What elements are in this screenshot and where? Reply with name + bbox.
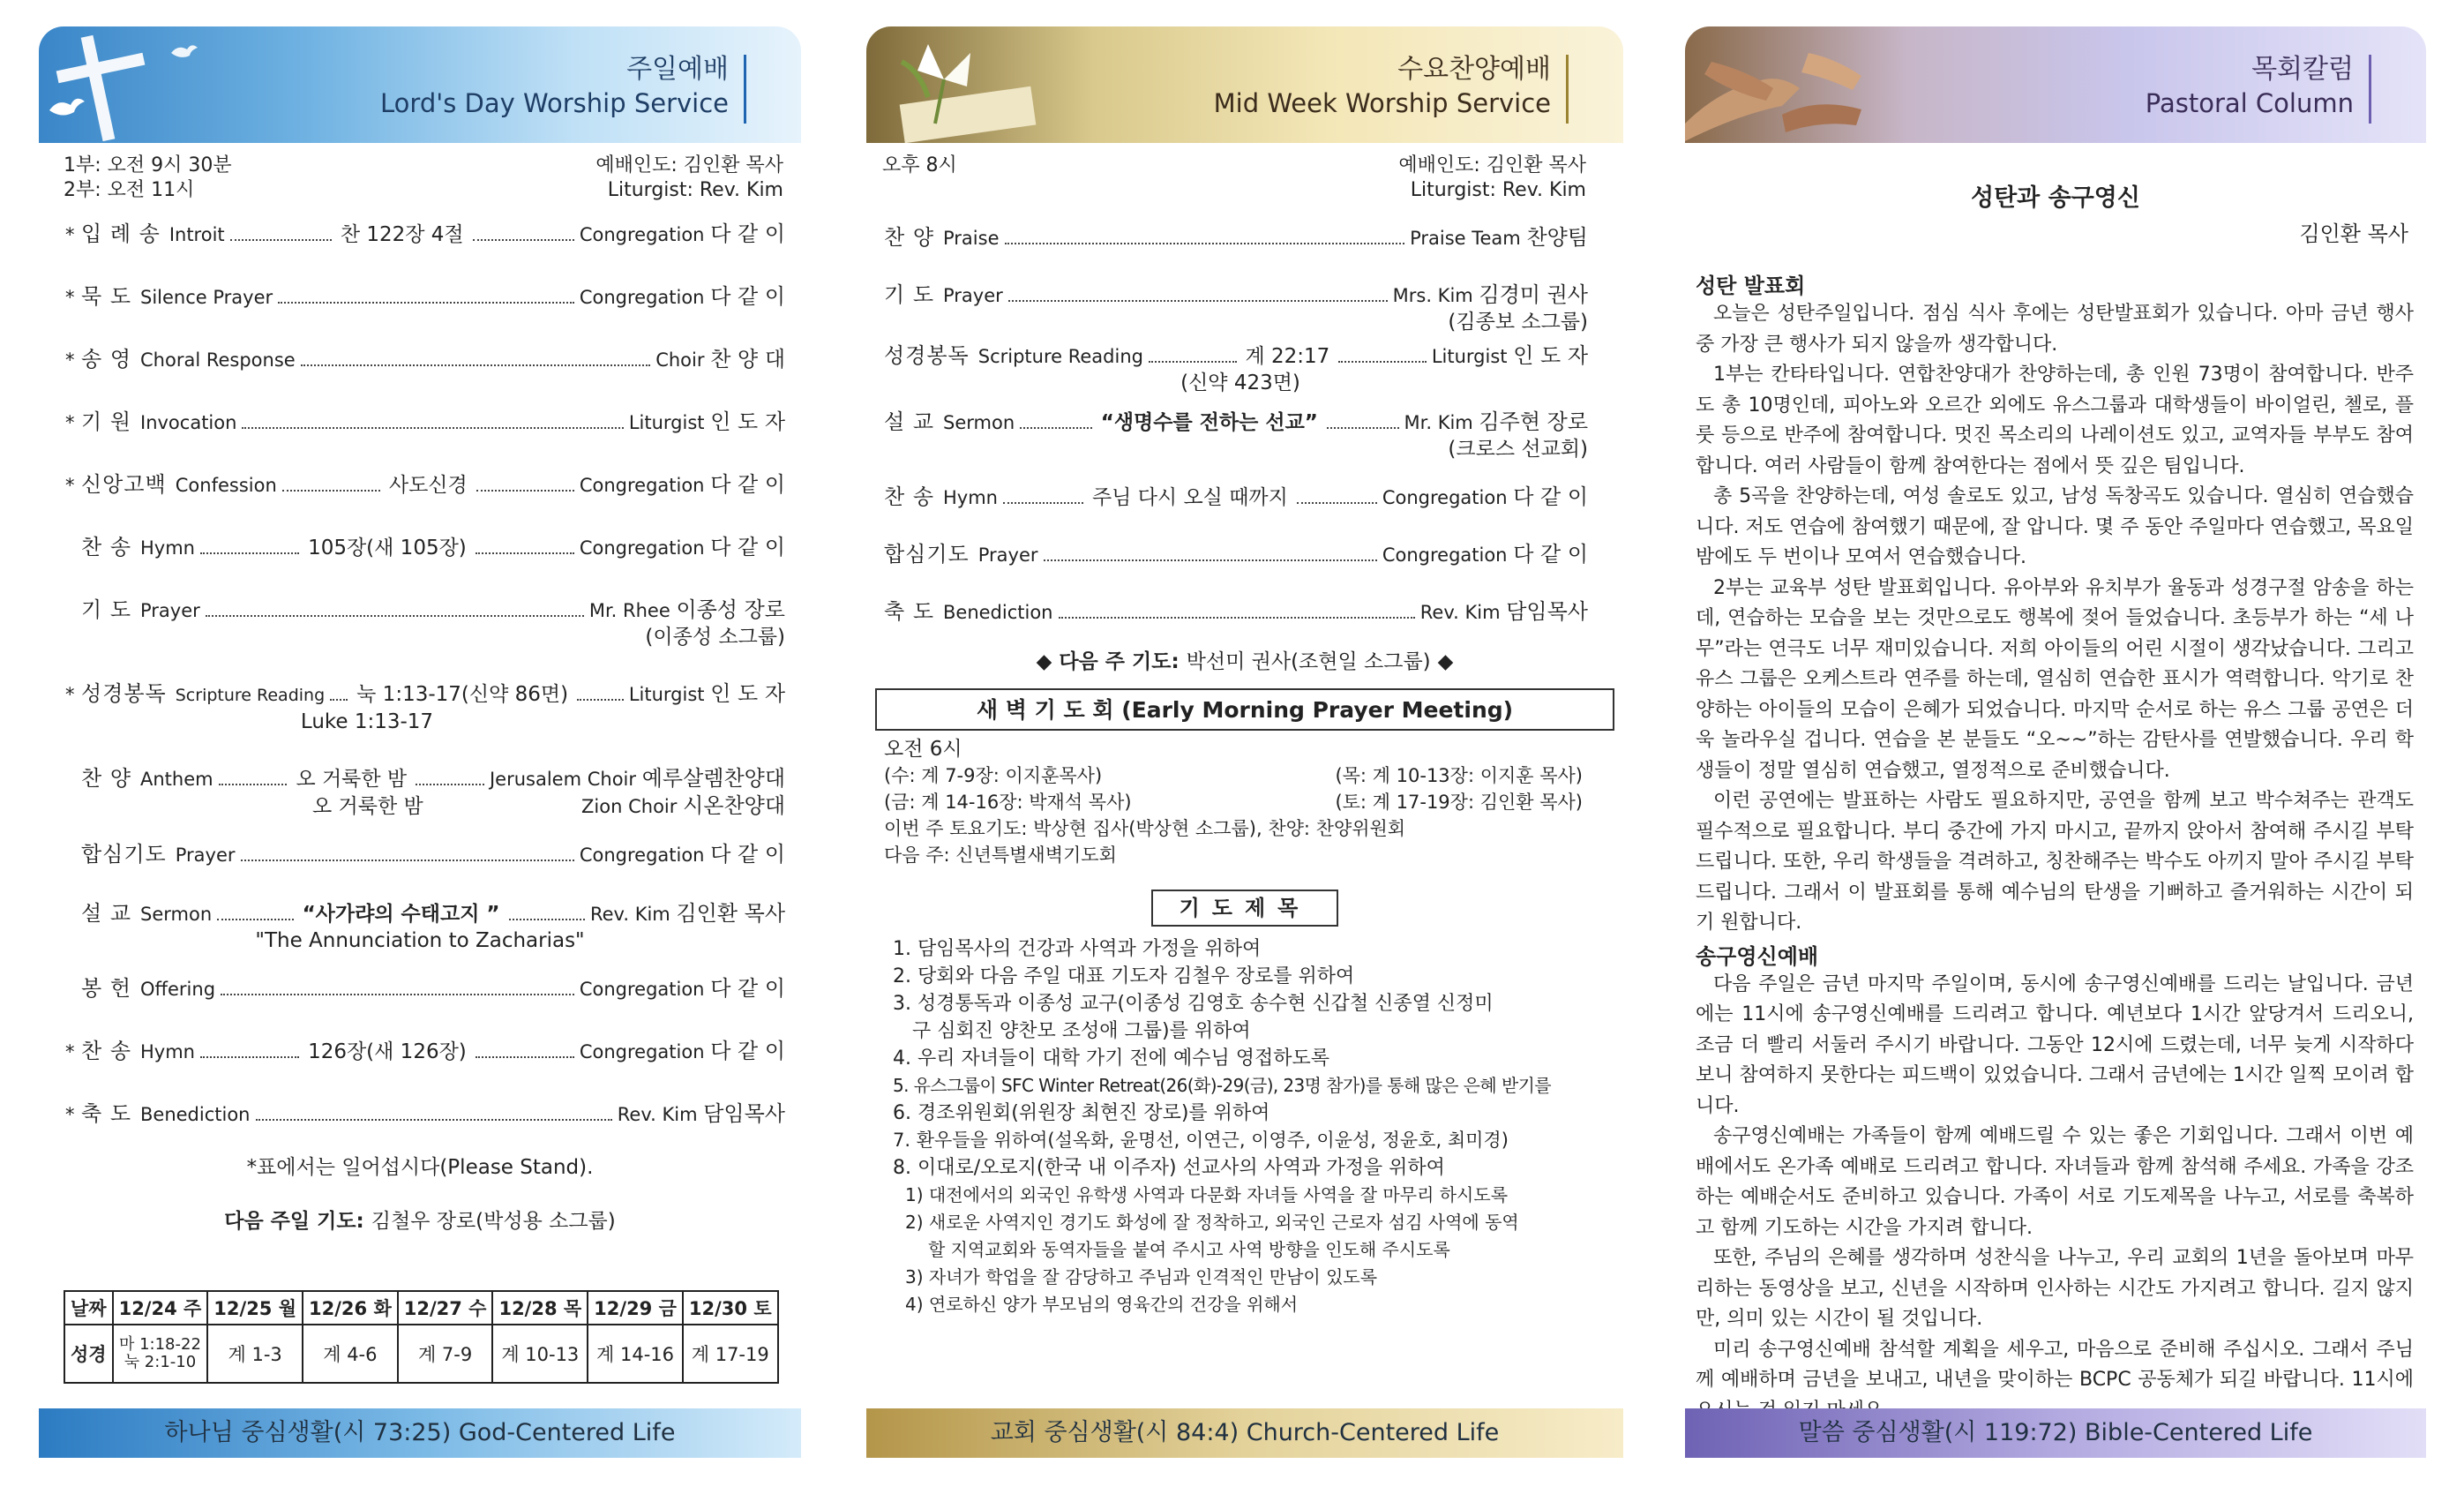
list-item: 할 지역교회와 동역자들을 붙여 주시고 사역 방향을 인도해 주시도록 bbox=[928, 1239, 1450, 1260]
header-title-en: Lord's Day Worship Service bbox=[380, 88, 729, 118]
table-cell: 계 1-3 bbox=[207, 1325, 303, 1383]
sermon-en-title: "The Annunciation to Zacharias" bbox=[255, 929, 585, 952]
header-accent-bar bbox=[2369, 55, 2371, 124]
order-item: * 기 원 Invocation Liturgist 인 도 자 bbox=[65, 409, 785, 434]
paragraph: 오늘은 성탄주일입니다. 점심 식사 후에는 성탄발표회가 있습니다. 아마 금년 행사 중 가장 큰 행사가 되지 않을까 생각합니다. bbox=[1696, 303, 2414, 356]
order-item: 설 교 Sermon “생명수를 전하는 선교” Mr. Kim 김주현 장로 bbox=[884, 409, 1589, 434]
prayer-group: (김종보 소그룹) bbox=[1448, 311, 1588, 334]
midweek-panel bbox=[866, 26, 1623, 1458]
next-week-prayer: 다음 주일 기도: 김철우 장로(박성용 소그룹) bbox=[224, 1210, 616, 1233]
service-time-2: 2부: 오전 11시 bbox=[64, 179, 195, 201]
order-item: 찬 양 Anthem 오 거룩한 밤 Jerusalem Choir 예루살렘찬양대 bbox=[81, 766, 786, 791]
scripture-page: (신약 423면) bbox=[1180, 372, 1300, 394]
table-header-cell: 성경 bbox=[64, 1325, 113, 1383]
anthem-second: 오 거룩한 밤 Zion Choir 시온찬양대 bbox=[312, 793, 785, 818]
scripture-en: Luke 1:13-17 bbox=[300, 710, 434, 733]
prayer-topics-list bbox=[872, 935, 1618, 1318]
column-title: 성탄과 송구영신 bbox=[1971, 184, 2140, 212]
section-heading: 성탄 발표회 bbox=[1696, 274, 1806, 298]
order-item: 합심기도 Prayer Congregation 다 같 이 bbox=[884, 542, 1588, 567]
table-cell: 계 4-6 bbox=[303, 1325, 398, 1383]
liturgist: Liturgist: Rev. Kim bbox=[607, 179, 783, 201]
sermon-group: (크로스 선교회) bbox=[1448, 438, 1588, 461]
order-item: 기 도 Prayer Mr. Rhee 이종성 장로 bbox=[81, 597, 785, 622]
table-header-cell: 12/29 금 bbox=[588, 1291, 683, 1325]
cross-dove-icon bbox=[39, 26, 268, 143]
order-item: * 묵 도 Silence Prayer Congregation 다 같 이 bbox=[65, 284, 785, 309]
liturgist: Liturgist: Rev. Kim bbox=[1410, 179, 1586, 201]
morning-day: (토: 계 17-19장: 김인환 목사) bbox=[1335, 792, 1583, 813]
paragraph: 다음 주일은 금년 마지막 주일이며, 동시에 송구영신예배를 드리는 날입니다. 금년에는 11시에 송구영신예배를 드리려고 합니다. 예년보다 1시간 앞당겨서 드리오니, 조금 더 빨리 서둘러 주시기 바랍니다. 그동안 12시에 드렸는데, 너무 늦게 시작하다보니 참여하지 못한다는 피드백이 있었습니다. 그래서 금년에는 1시간 일찍 모이려 합니다. bbox=[1696, 972, 2414, 1117]
worship-leader: 예배인도: 김인환 목사 bbox=[1398, 154, 1586, 176]
service-info bbox=[872, 154, 1618, 215]
table-cell: 계 7-9 bbox=[398, 1325, 493, 1383]
order-item: * 입 례 송 Introit 찬 122장 4절 Congregation 다 같 이 bbox=[65, 221, 785, 246]
table-header-cell: 12/26 화 bbox=[303, 1291, 398, 1325]
paragraph: 또한, 주님의 은혜를 생각하며 성찬식을 나누고, 우리 교회의 1년을 돌아보며 마무리하는 동영상을 보고, 신년을 시작하며 인사하는 시간도 가지려고 합니다. 길지 않지만, 의미 있는 시간이 될 것입니다. bbox=[1696, 1247, 2414, 1330]
table-cell: 마 1:18-22 눅 2:1-10 bbox=[113, 1325, 208, 1383]
service-time-1: 1부: 오전 9시 30분 bbox=[64, 154, 232, 176]
midweek-footer: 교회 중심생활(시 84:4) Church-Centered Life bbox=[866, 1408, 1623, 1458]
order-item: 합심기도 Prayer Congregation 다 같 이 bbox=[81, 842, 785, 867]
table-cell: 계 10-13 bbox=[492, 1325, 588, 1383]
table-header-cell: 날짜 bbox=[64, 1291, 113, 1325]
list-item: 3) 자녀가 학업을 잘 감당하고 주님과 인격적인 만남이 있도록 bbox=[905, 1266, 1378, 1288]
morning-day: (금: 계 14-16장: 박재석 목사) bbox=[884, 792, 1132, 813]
sunday-footer: 하나님 중심생활(시 73:25) God-Centered Life bbox=[39, 1408, 801, 1458]
prayer-group: (이종성 소그룹) bbox=[645, 626, 785, 649]
order-item: 성경봉독 Scripture Reading 계 22:17 Liturgist 인 도 자 bbox=[884, 343, 1589, 368]
morning-prayer-info bbox=[872, 731, 1618, 868]
order-item: * 신앙고백 Confession 사도신경 Congregation 다 같 이 bbox=[65, 472, 785, 497]
order-item: 축 도 Benediction Rev. Kim 담임목사 bbox=[884, 599, 1588, 624]
table-header-cell: 12/25 월 bbox=[207, 1291, 303, 1325]
table-header-cell: 12/30 토 bbox=[683, 1291, 778, 1325]
pastoral-panel bbox=[1685, 26, 2426, 1458]
list-item: 8. 이대로/오로지(한국 내 이주자) 선교사의 사역과 가정을 위하여 bbox=[893, 1157, 1445, 1179]
list-item: 6. 경조위원회(위원장 최현진 장로)를 위하여 bbox=[893, 1102, 1270, 1124]
midweek-header bbox=[866, 26, 1623, 143]
stand-note: *표에서는 일어섭시다(Please Stand). bbox=[246, 1156, 594, 1179]
order-item: 기 도 Prayer Mrs. Kim 김경미 권사 bbox=[884, 282, 1588, 307]
paragraph: 이런 공연에는 발표하는 사람도 필요하지만, 공연을 함께 보고 박수쳐주는 관객도 필수적으로 필요합니다. 부디 중간에 가지 마시고, 끝까지 앉아서 참여해 주시길 부탁드립니다. 또한, 우리 학생들을 격려하고, 칭찬해주는 박수도 아끼지 말아 주시길 부탁드립니다. 그래서 이 발표회를 통해 예수님의 탄생을 기뻐하고 즐거워하는 시간이 되기 원합니다. bbox=[1696, 790, 2414, 934]
section-heading: 송구영신예배 bbox=[1696, 943, 1819, 969]
table-header-cell: 12/27 수 bbox=[398, 1291, 493, 1325]
lily-bible-icon bbox=[866, 26, 1096, 143]
table-cell: 계 17-19 bbox=[683, 1325, 778, 1383]
table-header-cell: 12/24 주 bbox=[113, 1291, 208, 1325]
order-item: * 송 영 Choral Response Choir 찬 양 대 bbox=[65, 347, 785, 372]
morning-time: 오전 6시 bbox=[884, 738, 962, 761]
table-cell: 계 14-16 bbox=[588, 1325, 683, 1383]
order-item: 찬 송 Hymn 주님 다시 오실 때까지 Congregation 다 같 이 bbox=[884, 484, 1589, 509]
service-info bbox=[44, 154, 796, 215]
list-item: 5. 유스그룹이 SFC Winter Retreat(26(화)-29(금), 23명 참가)를 통해 많은 은혜 받기를 bbox=[893, 1075, 1552, 1096]
paragraph: 총 5곡을 찬양하는데, 여성 솔로도 있고, 남성 독창곡도 있습니다. 열심히 연습했습니다. 저도 연습에 참여했기 때문에, 잘 압니다. 몇 주 동안 주일마다 연습했고, 목요일 밤에도 두 번이나 모여서 연습했습니다. bbox=[1696, 485, 2414, 568]
pastoral-footer: 말씀 중심생활(시 119:72) Bible-Centered Life bbox=[1685, 1408, 2426, 1458]
order-item: 설 교 Sermon “사가랴의 수태고지 ” Rev. Kim 김인환 목사 bbox=[81, 901, 786, 926]
table-row bbox=[64, 1291, 778, 1325]
hands-icon bbox=[1685, 26, 1914, 143]
list-item: 구 심회진 양찬모 조성애 그룹)를 위하여 bbox=[912, 1020, 1251, 1042]
paragraph: 송구영신예배는 가족들이 함께 예배드릴 수 있는 좋은 기회입니다. 그래서 이번 예배에서도 온가족 예배로 드리려고 합니다. 자녀들과 함께 참석해 주세요. 가족을 강조하는 예배순서도 준비하고 있습니다. 가족이 서로 기도제목을 나누고, 서로를 축복하고 함께 기도하는 시간을 가지려 합니다. bbox=[1696, 1125, 2414, 1239]
table-row bbox=[64, 1325, 778, 1383]
service-time: 오후 8시 bbox=[882, 154, 957, 176]
reading-schedule-table bbox=[64, 1290, 779, 1384]
sunday-panel bbox=[39, 26, 801, 1458]
sunday-header bbox=[39, 26, 801, 143]
header-title-ko: 목회칼럼 bbox=[2251, 54, 2354, 85]
order-item: * 성경봉독 Scripture Reading 눅 1:13-17(신약 86면) Liturgist 인 도 자 bbox=[65, 681, 785, 706]
list-item: 7. 환우들을 위하여(설옥화, 윤명선, 이연근, 이영주, 이윤성, 정윤호, 최미경) bbox=[893, 1130, 1509, 1151]
order-item: * 찬 송 Hymn 126장(새 126장) Congregation 다 같 이 bbox=[65, 1039, 786, 1063]
order-item: 찬 송 Hymn 105장(새 105장) Congregation 다 같 이 bbox=[81, 535, 786, 559]
header-accent-bar bbox=[744, 55, 746, 124]
order-item: 봉 헌 Offering Congregation 다 같 이 bbox=[81, 976, 785, 1001]
list-item: 3. 성경통독과 이종성 교구(이종성 김영호 송수현 신갑철 신종열 신정미 bbox=[893, 993, 1494, 1015]
header-title-en: Pastoral Column bbox=[2145, 88, 2354, 118]
header-title-ko: 주일예배 bbox=[626, 54, 729, 85]
prayer-topics-title: 기도제목 bbox=[1151, 890, 1338, 927]
list-item: 1) 대전에서의 외국인 유학생 사역과 다문화 자녀들 사역을 잘 마무리 하시도록 bbox=[905, 1184, 1509, 1205]
list-item: 4. 우리 자녀들이 대학 가기 전에 예수님 영접하도록 bbox=[893, 1047, 1329, 1070]
column-author: 김인환 목사 bbox=[2299, 221, 2408, 246]
list-item: 2) 새로운 사역지인 경기도 화성에 잘 정착하고, 외국인 근로자 섬김 사역에 동역 bbox=[905, 1212, 1519, 1233]
pastoral-header-title bbox=[2146, 53, 2354, 120]
morning-day: (목: 계 10-13장: 이지훈 목사) bbox=[1335, 765, 1583, 786]
paragraph: 2부는 교육부 성탄 발표회입니다. 유아부와 유치부가 율동과 성경구절 암송을 하는데, 연습하는 모습을 보는 것만으로도 행복에 젖어 들었습니다. 초등부가 하는 “세 나무”라는 연극도 너무 재미있습니다. 저희 아이들의 어린 시절이 생각났습니다. 그리고 유스 그룹은 오케스트라 연주를 하는데, 열심히 연습한 표시가 역력합니다. 악기로 찬양하는 아이들의 모습이 은혜가 되었습니다. 마지막 순서로 하는 유스 그룹 공연은 더욱 놀라우실 겁니다. 연습을 본 분들도 “오~~”하는 감탄사를 연발했습니다. 우리 학생들이 정말 열심히 연습했고, 열정적으로 준비했습니다. bbox=[1696, 576, 2414, 782]
header-accent-bar bbox=[1566, 55, 1569, 124]
worship-leader: 예배인도: 김인환 목사 bbox=[595, 154, 783, 176]
table-header-cell: 12/28 목 bbox=[492, 1291, 588, 1325]
list-item: 4) 연로하신 양가 부모님의 영육간의 건강을 위해서 bbox=[905, 1294, 1299, 1315]
paragraph: 1부는 칸타타입니다. 연합찬양대가 찬양하는데, 총 인원 73명이 참여합니다. 반주도 총 10명인데, 피아노와 오르간 외에도 유스그룹과 대학생들이 바이얼린, 첼로, 플룻 등으로 반주에 참여합니다. 멋진 목소리의 나레이션도 있고, 교역자들 부부도 참여합니다. 여러 사람들이 함께 참여한다는 점에서 뜻 깊은 팀입니다. bbox=[1696, 364, 2414, 477]
header-title-en: Mid Week Worship Service bbox=[1213, 88, 1551, 118]
sunday-header-title bbox=[380, 53, 729, 120]
list-item: 1. 담임목사의 건강과 사역과 가정을 위하여 bbox=[893, 938, 1262, 960]
morning-day: (수: 계 7-9장: 이지훈목사) bbox=[884, 765, 1103, 786]
header-title-ko: 수요찬양예배 bbox=[1397, 54, 1551, 85]
order-item: 찬 양 Praise Praise Team 찬양팀 bbox=[884, 225, 1588, 250]
saturday-prayer: 이번 주 토요기도: 박상현 집사(박상현 소그룹), 찬양: 찬양위원회 bbox=[884, 818, 1406, 839]
next-week-morning: 다음 주: 신년특별새벽기도회 bbox=[884, 845, 1117, 866]
morning-prayer-title: 새 벽 기 도 회 (Early Morning Prayer Meeting) bbox=[875, 688, 1614, 731]
order-item: * 축 도 Benediction Rev. Kim 담임목사 bbox=[65, 1101, 785, 1126]
paragraph: 미리 송구영신예배 참석할 계획을 세우고, 마음으로 준비해 주십시오. 그래서 주님께 예배하며 금년을 보내고, 내년을 맞이하는 BCPC 공동체가 되길 바랍니다. 11시에 bbox=[1696, 1338, 2414, 1391]
midweek-header-title bbox=[1214, 53, 1551, 120]
list-item: 2. 당회와 다음 주일 대표 기도자 김철우 장로를 위하여 bbox=[893, 965, 1355, 987]
pastoral-header bbox=[1685, 26, 2426, 143]
next-week-prayer: ◆ 다음 주 기도: 박선미 권사(조현일 소그룹) ◆ bbox=[1036, 650, 1454, 673]
